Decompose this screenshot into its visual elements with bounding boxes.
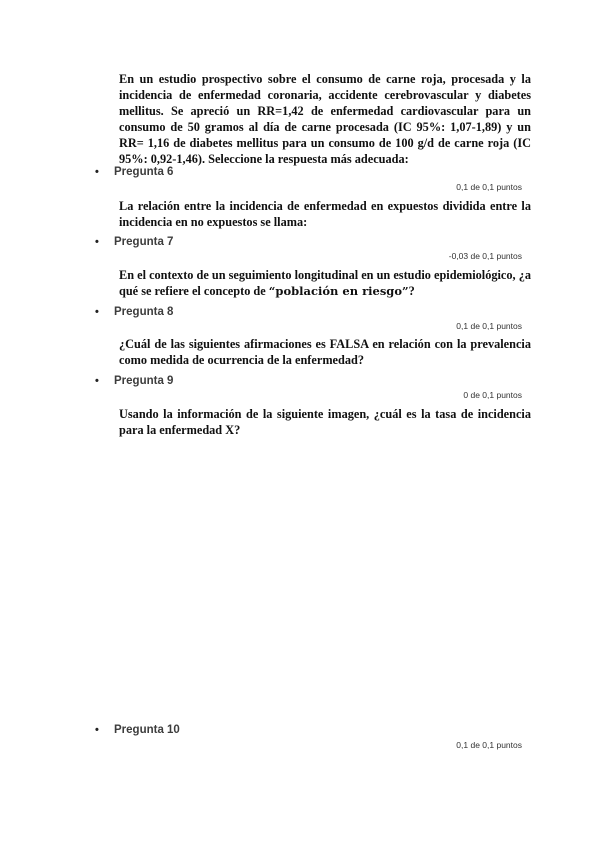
bullet-icon: •	[95, 724, 99, 736]
question-6-label: Pregunta 6	[114, 166, 174, 178]
question-7-score: -0,03 de 0,1 puntos	[448, 251, 522, 261]
question-6-text: La relación entre la incidencia de enfermedad en expuestos dividida entre la incidencia en no expuestos se llama:	[119, 199, 531, 229]
bullet-icon: •	[95, 306, 99, 318]
question-10-header	[95, 724, 180, 736]
question-6-score: 0,1 de 0,1 puntos	[456, 182, 522, 192]
question-9-header	[95, 375, 173, 387]
question-7-text-start: En el contexto de un seguimiento longitudinal en un estudio epidemiológico, ¿a qué se refiere el concepto de	[119, 268, 531, 298]
question-10-label: Pregunta 10	[114, 724, 180, 736]
question-9-text: Usando la información de la siguiente imagen, ¿cuál es la tasa de incidencia para la enfermedad X?	[119, 407, 531, 437]
question-8-label: Pregunta 8	[114, 306, 174, 318]
question-8-header	[95, 306, 173, 318]
question-7-text	[119, 267, 531, 299]
question-9-label: Pregunta 9	[114, 375, 174, 387]
bullet-icon: •	[95, 375, 99, 387]
question-7-label: Pregunta 7	[114, 236, 174, 248]
intro-paragraph: En un estudio prospectivo sobre el consumo de carne roja, procesada y la incidencia de enfermedad coronaria, accidente cerebrovascular y diabetes mellitus. Se apreció un RR=1,42 de enfermedad cardiovascular para un consumo de 50 gramos al día de carne procesada (IC 95%: 1,07-1,89) y un RR= 1,16 de diabetes mellitus para un consumo de 100 g/d de carne roja (IC 95%: 0,92-1,46). Seleccione la respuesta más adecuada:	[119, 72, 531, 166]
bullet-icon: •	[95, 166, 99, 178]
question-9-score: 0 de 0,1 puntos	[463, 390, 522, 400]
question-10-score: 0,1 de 0,1 puntos	[456, 740, 522, 750]
question-7-text-end: ?	[408, 284, 415, 298]
question-6-header	[95, 166, 173, 178]
question-8-text: ¿Cuál de las siguientes afirmaciones es FALSA en relación con la prevalencia como medida de ocurrencia de la enfermedad?	[119, 337, 531, 367]
question-8-score: 0,1 de 0,1 puntos	[456, 321, 522, 331]
question-7-header	[95, 236, 173, 248]
bullet-icon: •	[95, 236, 99, 248]
question-7-highlight: “población en riesgo”	[268, 284, 409, 298]
